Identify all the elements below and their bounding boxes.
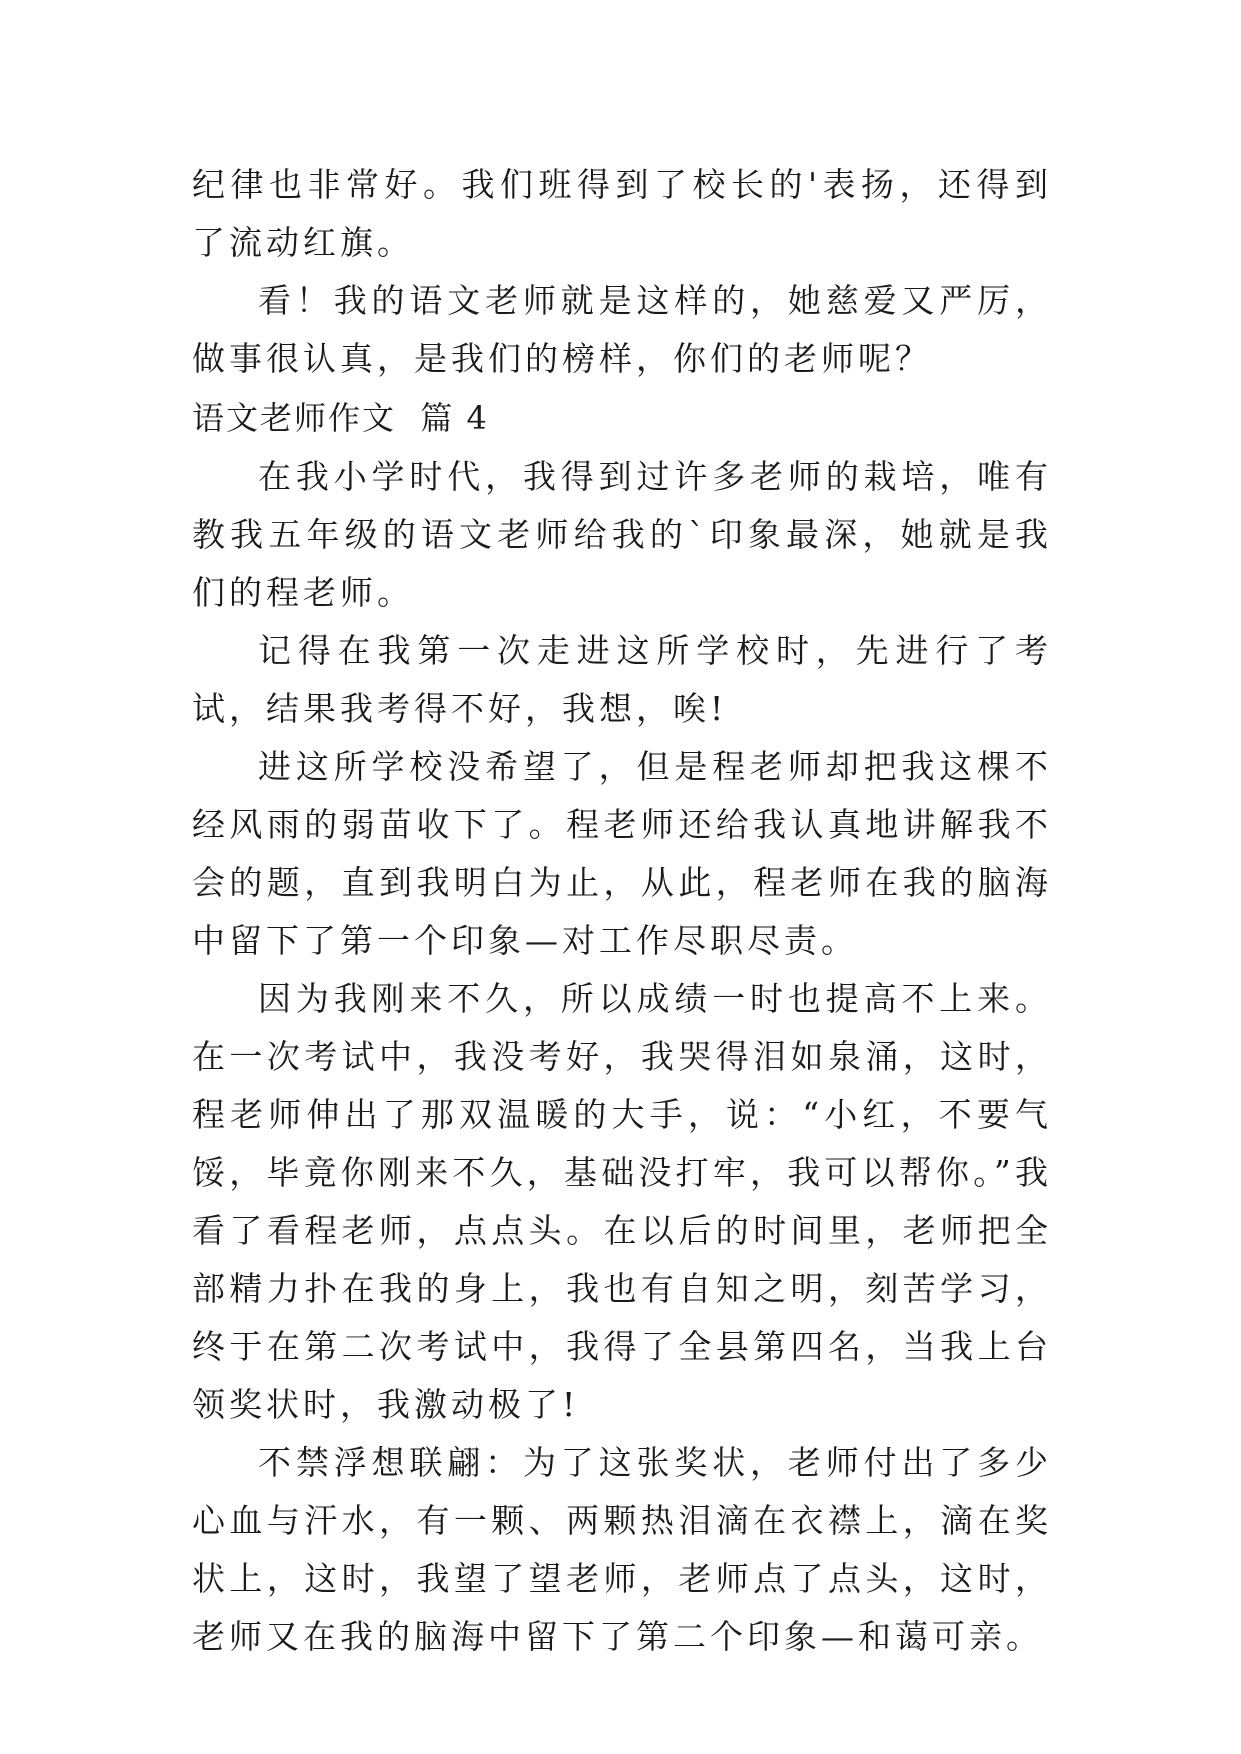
paragraph: 记得在我第一次走进这所学校时，先进行了考试，结果我考得不好，我想，唉! xyxy=(192,631,1052,728)
paragraph: 因为我刚来不久，所以成绩一时也提高不上来。在一次考试中，我没考好，我哭得泪如泉涌，这时，程老师伸出了那双温暖的大手，说：“小红，不要气馁，毕竟你刚来不久，基础没打牢，我可以帮你。”我看了看程老师，点点头。在以后的时间里，老师把全部精力扑在我的身上，我也有自知之明，刻苦学习，终于在第二次考试中，我得了全县第四名，当我上台领奖状时，我激动极了! xyxy=(192,979,1052,1424)
paragraph: 不禁浮想联翩：为了这张奖状，老师付出了多少心血与汗水，有一颗、两颗热泪滴在衣襟上，滴在奖状上，这时，我望了望老师，老师点了点头，这时，老师又在我的脑海中留下了第二个印象—和蔼可亲。 xyxy=(192,1443,1052,1656)
paragraph: 进这所学校没希望了，但是程老师却把我这棵不经风雨的弱苗收下了。程老师还给我认真地讲解我不会的题，直到我明白为止，从此，程老师在我的脑海中留下了第一个印象—对工作尽职尽责。 xyxy=(192,747,1052,960)
document-body xyxy=(192,156,1052,1666)
section-heading: 语文老师作文 篇 4 xyxy=(192,399,489,437)
paragraph: 看！我的语文老师就是这样的，她慈爱又严厉，做事很认真，是我们的榜样，你们的老师呢？ xyxy=(192,281,1052,378)
paragraph: 在我小学时代，我得到过许多老师的栽培，唯有教我五年级的语文老师给我的`印象最深，她就是我们的程老师。 xyxy=(192,457,1052,612)
paragraph: 纪律也非常好。我们班得到了校长的'表扬，还得到了流动红旗。 xyxy=(192,165,1052,262)
